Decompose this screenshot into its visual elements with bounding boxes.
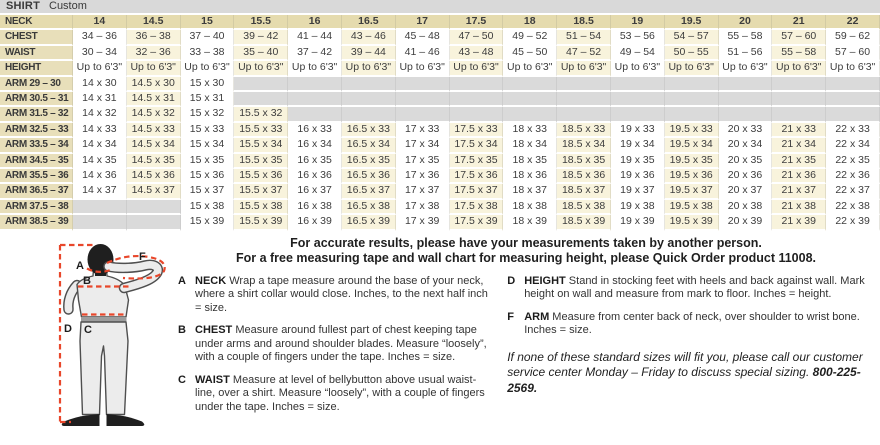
arm-size-cell: 14.5 x 37	[127, 184, 181, 199]
arm-row	[0, 107, 880, 122]
neck-size-header: 18	[503, 15, 557, 30]
arm-size-cell: 19 x 34	[611, 138, 665, 153]
arm-size-cell: 18 x 38	[503, 200, 557, 215]
arm-empty-cell	[665, 92, 719, 107]
arm-size-cell: 19.5 x 33	[665, 123, 719, 138]
arm-size-cell: 17 x 35	[396, 154, 450, 169]
arm-size-cell: 14.5 x 31	[127, 92, 181, 107]
arm-size-cell: 15 x 32	[181, 107, 235, 122]
arm-size-cell: 18 x 39	[503, 215, 557, 230]
height-value-cell: Up to 6'3"	[450, 61, 504, 76]
arm-empty-cell	[342, 92, 396, 107]
arm-size-cell: 16 x 37	[288, 184, 342, 199]
arm-size-cell: 16.5 x 37	[342, 184, 396, 199]
chest-value-cell: 43 – 46	[342, 30, 396, 45]
intro-line-2: For a free measuring tape and wall chart for measuring height, please Quick Order product 11008.	[235, 250, 817, 265]
chest-value-cell: 57 – 60	[772, 30, 826, 45]
chest-value-cell: 37 – 40	[181, 30, 235, 45]
arm-size-cell: 14.5 x 33	[127, 123, 181, 138]
arm-empty-cell	[772, 92, 826, 107]
arm-size-cell: 21 x 33	[772, 123, 826, 138]
arm-size-cell: 14 x 34	[73, 138, 127, 153]
waist-value-cell: 39 – 44	[342, 46, 396, 61]
note-phone-number: 800-225-2569.	[507, 365, 861, 395]
arm-empty-cell	[719, 107, 773, 122]
neck-size-header: 14	[73, 15, 127, 30]
height-value-cell: Up to 6'3"	[772, 61, 826, 76]
arm-size-cell: 16 x 38	[288, 200, 342, 215]
arm-row	[0, 169, 880, 184]
arm-size-cell: 19 x 33	[611, 123, 665, 138]
instruction-item-neck	[178, 275, 491, 316]
arm-size-cell: 21 x 34	[772, 138, 826, 153]
arm-size-cell: 18.5 x 39	[557, 215, 611, 230]
arm-size-cell: 15 x 34	[181, 138, 235, 153]
arm-size-cell: 16.5 x 35	[342, 154, 396, 169]
arm-size-cell: 14 x 33	[73, 123, 127, 138]
arm-size-cell: 20 x 39	[719, 215, 773, 230]
height-value-cell: Up to 6'3"	[665, 61, 719, 76]
arm-size-cell: 15.5 x 35	[234, 154, 288, 169]
neck-size-header: 19	[611, 15, 665, 30]
waist-value-cell: 47 – 52	[557, 46, 611, 61]
arm-size-cell: 20 x 33	[719, 123, 773, 138]
arm-empty-cell	[503, 77, 557, 92]
arm-size-cell: 18 x 34	[503, 138, 557, 153]
row-label-arm: ARM 34.5 – 35	[0, 154, 73, 169]
row-label-arm: ARM 30.5 – 31	[0, 92, 73, 107]
arm-row	[0, 77, 880, 92]
arm-size-cell: 21 x 35	[772, 154, 826, 169]
instructions-left-column	[178, 275, 491, 424]
arm-size-cell: 18.5 x 36	[557, 169, 611, 184]
table-title: SHIRT	[6, 0, 40, 12]
body-measurement-figure	[2, 238, 177, 443]
arm-size-cell: 15 x 36	[181, 169, 235, 184]
arm-empty-cell	[127, 215, 181, 230]
arm-size-cell: 14 x 36	[73, 169, 127, 184]
arm-size-cell: 17.5 x 38	[450, 200, 504, 215]
height-value-cell: Up to 6'3"	[826, 61, 880, 76]
arm-row	[0, 215, 880, 230]
arm-size-cell: 21 x 37	[772, 184, 826, 199]
arm-size-cell: 20 x 37	[719, 184, 773, 199]
arm-size-cell: 14.5 x 32	[127, 107, 181, 122]
waist-value-cell: 35 – 40	[234, 46, 288, 61]
waist-value-cell: 57 – 60	[826, 46, 880, 61]
arm-size-cell: 19.5 x 37	[665, 184, 719, 199]
arm-empty-cell	[611, 77, 665, 92]
measuring-instructions-section	[0, 236, 880, 445]
waist-value-cell: 43 – 48	[450, 46, 504, 61]
instruction-text: WAIST Measure at level of bellybutton above usual waist-line, over a shirt. Measure “loosely”, with a couple of fingers under the tape. Inches = size.	[195, 373, 485, 413]
chest-row	[0, 30, 880, 45]
arm-size-cell: 14 x 31	[73, 92, 127, 107]
arm-empty-cell	[342, 77, 396, 92]
arm-size-cell: 22 x 39	[826, 215, 880, 230]
arm-empty-cell	[557, 77, 611, 92]
arm-row	[0, 123, 880, 138]
neck-size-header: 16	[288, 15, 342, 30]
neck-header-row	[0, 15, 880, 30]
arm-size-cell: 15.5 x 37	[234, 184, 288, 199]
instruction-letter: D	[507, 274, 516, 287]
chest-value-cell: 34 – 36	[73, 30, 127, 45]
chest-value-cell: 53 – 56	[611, 30, 665, 45]
arm-empty-cell	[503, 107, 557, 122]
intro-text	[178, 236, 874, 266]
waist-value-cell: 33 – 38	[181, 46, 235, 61]
arm-size-cell: 15.5 x 36	[234, 169, 288, 184]
arm-empty-cell	[288, 92, 342, 107]
height-value-cell: Up to 6'3"	[719, 61, 773, 76]
row-label-arm: ARM 29 – 30	[0, 77, 73, 92]
instruction-letter: C	[178, 373, 186, 386]
arm-empty-cell	[396, 77, 450, 92]
arm-empty-cell	[557, 107, 611, 122]
chest-value-cell: 54 – 57	[665, 30, 719, 45]
row-label-waist: WAIST	[0, 46, 73, 61]
neck-size-header: 14.5	[127, 15, 181, 30]
neck-size-header: 21	[772, 15, 826, 30]
arm-empty-cell	[826, 107, 880, 122]
arm-empty-cell	[450, 77, 504, 92]
arm-size-cell: 20 x 38	[719, 200, 773, 215]
chest-value-cell: 39 – 42	[234, 30, 288, 45]
neck-size-header: 18.5	[557, 15, 611, 30]
arm-empty-cell	[342, 107, 396, 122]
arm-size-cell: 15.5 x 39	[234, 215, 288, 230]
arm-empty-cell	[665, 107, 719, 122]
waist-row	[0, 46, 880, 61]
arm-size-cell: 16 x 39	[288, 215, 342, 230]
row-label-arm: ARM 31.5 – 32	[0, 107, 73, 122]
arm-size-cell: 17 x 36	[396, 169, 450, 184]
arm-size-cell: 20 x 36	[719, 169, 773, 184]
arm-row	[0, 184, 880, 199]
row-label-arm: ARM 36.5 – 37	[0, 184, 73, 199]
arm-row	[0, 200, 880, 215]
instruction-item-height	[507, 275, 874, 302]
arm-size-cell: 16 x 36	[288, 169, 342, 184]
figure-label-c: C	[84, 323, 92, 336]
arm-empty-cell	[73, 200, 127, 215]
arm-size-cell: 19.5 x 35	[665, 154, 719, 169]
arm-size-cell: 17 x 38	[396, 200, 450, 215]
instruction-letter: A	[178, 274, 186, 287]
height-value-cell: Up to 6'3"	[611, 61, 665, 76]
figure-label-b: B	[83, 274, 91, 287]
arm-size-cell: 20 x 34	[719, 138, 773, 153]
arm-size-cell: 19 x 38	[611, 200, 665, 215]
figure-right-shoe	[107, 414, 145, 426]
arm-empty-cell	[503, 92, 557, 107]
arm-size-cell: 19.5 x 39	[665, 215, 719, 230]
arm-empty-cell	[234, 92, 288, 107]
arm-size-cell: 22 x 34	[826, 138, 880, 153]
arm-size-cell: 18.5 x 33	[557, 123, 611, 138]
arm-size-cell: 16 x 33	[288, 123, 342, 138]
arm-size-cell: 18 x 35	[503, 154, 557, 169]
arm-size-cell: 16.5 x 34	[342, 138, 396, 153]
arm-empty-cell	[826, 92, 880, 107]
arm-size-cell: 18 x 33	[503, 123, 557, 138]
arm-size-cell: 17.5 x 34	[450, 138, 504, 153]
instruction-text: CHEST Measure around fullest part of chest keeping tape under arms and around shoulder blades. Measure “loosely”, with a couple of fingers under the tape. Inches = size.	[195, 324, 487, 364]
height-value-cell: Up to 6'3"	[557, 61, 611, 76]
row-label-arm: ARM 37.5 – 38	[0, 200, 73, 215]
height-value-cell: Up to 6'3"	[181, 61, 235, 76]
arm-size-cell: 17 x 33	[396, 123, 450, 138]
waist-value-cell: 30 – 34	[73, 46, 127, 61]
arm-size-cell: 15 x 31	[181, 92, 235, 107]
arm-size-cell: 15 x 37	[181, 184, 235, 199]
chest-value-cell: 41 – 44	[288, 30, 342, 45]
chest-value-cell: 47 – 50	[450, 30, 504, 45]
height-value-cell: Up to 6'3"	[503, 61, 557, 76]
figure-waistband	[81, 317, 127, 322]
arm-empty-cell	[611, 107, 665, 122]
arm-size-cell: 18.5 x 37	[557, 184, 611, 199]
arm-row	[0, 138, 880, 153]
arm-size-cell: 15.5 x 33	[234, 123, 288, 138]
arm-empty-cell	[396, 92, 450, 107]
arm-size-cell: 16 x 34	[288, 138, 342, 153]
arm-size-cell: 18 x 37	[503, 184, 557, 199]
arm-size-cell: 19.5 x 34	[665, 138, 719, 153]
arm-empty-cell	[127, 200, 181, 215]
waist-value-cell: 55 – 58	[772, 46, 826, 61]
arm-size-cell: 21 x 36	[772, 169, 826, 184]
chest-value-cell: 59 – 62	[826, 30, 880, 45]
arm-size-cell: 21 x 39	[772, 215, 826, 230]
arm-size-cell: 19 x 37	[611, 184, 665, 199]
arm-row	[0, 154, 880, 169]
height-value-cell: Up to 6'3"	[396, 61, 450, 76]
row-label-height: HEIGHT	[0, 61, 73, 76]
arm-size-cell: 18.5 x 38	[557, 200, 611, 215]
arm-size-cell: 15.5 x 32	[234, 107, 288, 122]
arm-size-cell: 22 x 33	[826, 123, 880, 138]
arm-size-cell: 17 x 37	[396, 184, 450, 199]
figure-label-a: A	[76, 259, 84, 272]
arm-empty-cell	[234, 77, 288, 92]
table-title-bar	[0, 0, 880, 15]
arm-size-cell: 15 x 38	[181, 200, 235, 215]
height-value-cell: Up to 6'3"	[288, 61, 342, 76]
instruction-letter: B	[178, 324, 186, 337]
neck-size-header: 17	[396, 15, 450, 30]
instruction-item-chest	[178, 324, 491, 365]
height-value-cell: Up to 6'3"	[127, 61, 181, 76]
waist-value-cell: 37 – 42	[288, 46, 342, 61]
arm-size-cell: 14 x 32	[73, 107, 127, 122]
height-value-cell: Up to 6'3"	[234, 61, 288, 76]
chest-value-cell: 55 – 58	[719, 30, 773, 45]
waist-value-cell: 41 – 46	[396, 46, 450, 61]
arm-size-cell: 15 x 33	[181, 123, 235, 138]
arm-size-cell: 15 x 35	[181, 154, 235, 169]
arm-empty-cell	[73, 215, 127, 230]
instruction-text: ARM Measure from center back of neck, over shoulder to wrist bone. Inches = size.	[524, 310, 860, 337]
arm-size-cell: 17 x 39	[396, 215, 450, 230]
waist-value-cell: 45 – 50	[503, 46, 557, 61]
height-row	[0, 61, 880, 76]
arm-size-cell: 22 x 35	[826, 154, 880, 169]
arm-size-cell: 21 x 38	[772, 200, 826, 215]
table-subtitle: Custom	[49, 0, 87, 12]
waist-value-cell: 50 – 55	[665, 46, 719, 61]
arm-row	[0, 92, 880, 107]
arm-size-cell: 22 x 37	[826, 184, 880, 199]
row-label-chest: CHEST	[0, 30, 73, 45]
arm-size-cell: 19.5 x 36	[665, 169, 719, 184]
instructions-right-column	[507, 275, 874, 424]
arm-empty-cell	[450, 107, 504, 122]
waist-value-cell: 51 – 56	[719, 46, 773, 61]
arm-size-cell: 16.5 x 36	[342, 169, 396, 184]
instruction-item-waist	[178, 374, 491, 415]
intro-line-1: For accurate results, please have your measurements taken by another person.	[290, 235, 762, 250]
arm-size-cell: 17.5 x 35	[450, 154, 504, 169]
arm-size-cell: 17.5 x 33	[450, 123, 504, 138]
arm-empty-cell	[396, 107, 450, 122]
arm-size-cell: 19.5 x 38	[665, 200, 719, 215]
arm-size-cell: 19 x 36	[611, 169, 665, 184]
arm-empty-cell	[450, 92, 504, 107]
arm-size-cell: 22 x 36	[826, 169, 880, 184]
row-label-arm: ARM 32.5 – 33	[0, 123, 73, 138]
neck-size-header: 16.5	[342, 15, 396, 30]
arm-empty-cell	[288, 77, 342, 92]
instruction-letter: F	[507, 310, 514, 323]
waist-value-cell: 49 – 54	[611, 46, 665, 61]
arm-size-cell: 18 x 36	[503, 169, 557, 184]
arm-size-cell: 18.5 x 34	[557, 138, 611, 153]
arm-size-cell: 14.5 x 36	[127, 169, 181, 184]
row-label-arm: ARM 38.5 – 39	[0, 215, 73, 230]
arm-size-cell: 20 x 35	[719, 154, 773, 169]
instruction-text: NECK Wrap a tape measure around the base of your neck, where a shirt collar would close. Inches, to the next half inch = size.	[195, 274, 488, 314]
arm-size-cell: 16.5 x 39	[342, 215, 396, 230]
waist-value-cell: 32 – 36	[127, 46, 181, 61]
height-value-cell: Up to 6'3"	[342, 61, 396, 76]
neck-size-header: 22	[826, 15, 880, 30]
row-label-arm: ARM 35.5 – 36	[0, 169, 73, 184]
arm-empty-cell	[772, 77, 826, 92]
arm-size-cell: 16.5 x 33	[342, 123, 396, 138]
special-sizing-note	[507, 350, 874, 397]
chest-value-cell: 36 – 38	[127, 30, 181, 45]
chest-value-cell: 45 – 48	[396, 30, 450, 45]
row-label-arm: ARM 33.5 – 34	[0, 138, 73, 153]
neck-size-header: 17.5	[450, 15, 504, 30]
figure-label-d: D	[64, 322, 72, 335]
arm-size-cell: 15.5 x 38	[234, 200, 288, 215]
instruction-item-arm	[507, 311, 874, 338]
arm-size-cell: 14.5 x 30	[127, 77, 181, 92]
arm-size-cell: 14.5 x 34	[127, 138, 181, 153]
chest-value-cell: 49 – 52	[503, 30, 557, 45]
arm-size-cell: 15 x 39	[181, 215, 235, 230]
chest-value-cell: 51 – 54	[557, 30, 611, 45]
arm-size-cell: 19 x 35	[611, 154, 665, 169]
neck-size-header: 20	[719, 15, 773, 30]
arm-empty-cell	[772, 107, 826, 122]
figure-left-shoe	[62, 414, 100, 426]
arm-empty-cell	[719, 77, 773, 92]
size-chart-table	[0, 15, 880, 231]
arm-size-cell: 15 x 30	[181, 77, 235, 92]
arm-empty-cell	[611, 92, 665, 107]
arm-size-cell: 14 x 30	[73, 77, 127, 92]
arm-size-cell: 17.5 x 39	[450, 215, 504, 230]
note-text: If none of these standard sizes will fit you, please call our customer service center Monday – Friday to discuss special sizing.	[507, 349, 863, 380]
arm-size-cell: 14 x 37	[73, 184, 127, 199]
arm-empty-cell	[719, 92, 773, 107]
neck-size-header: 15.5	[234, 15, 288, 30]
arm-size-cell: 18.5 x 35	[557, 154, 611, 169]
neck-size-header: 19.5	[665, 15, 719, 30]
arm-empty-cell	[557, 92, 611, 107]
height-value-cell: Up to 6'3"	[73, 61, 127, 76]
arm-size-cell: 16 x 35	[288, 154, 342, 169]
arm-size-cell: 15.5 x 34	[234, 138, 288, 153]
arm-empty-cell	[665, 77, 719, 92]
figure-label-f: F	[139, 250, 146, 263]
arm-size-cell: 17.5 x 36	[450, 169, 504, 184]
neck-size-header: 15	[181, 15, 235, 30]
row-label-neck: NECK	[0, 15, 73, 30]
arm-size-cell: 14 x 35	[73, 154, 127, 169]
arm-size-cell: 17.5 x 37	[450, 184, 504, 199]
instruction-text: HEIGHT Stand in stocking feet with heels and back against wall. Mark height on wall and measure from mark to floor. Inches = height.	[524, 274, 865, 301]
arm-empty-cell	[288, 107, 342, 122]
arm-size-cell: 22 x 38	[826, 200, 880, 215]
arm-size-cell: 16.5 x 38	[342, 200, 396, 215]
arm-size-cell: 14.5 x 35	[127, 154, 181, 169]
arm-size-cell: 17 x 34	[396, 138, 450, 153]
arm-empty-cell	[826, 77, 880, 92]
arm-size-cell: 19 x 39	[611, 215, 665, 230]
